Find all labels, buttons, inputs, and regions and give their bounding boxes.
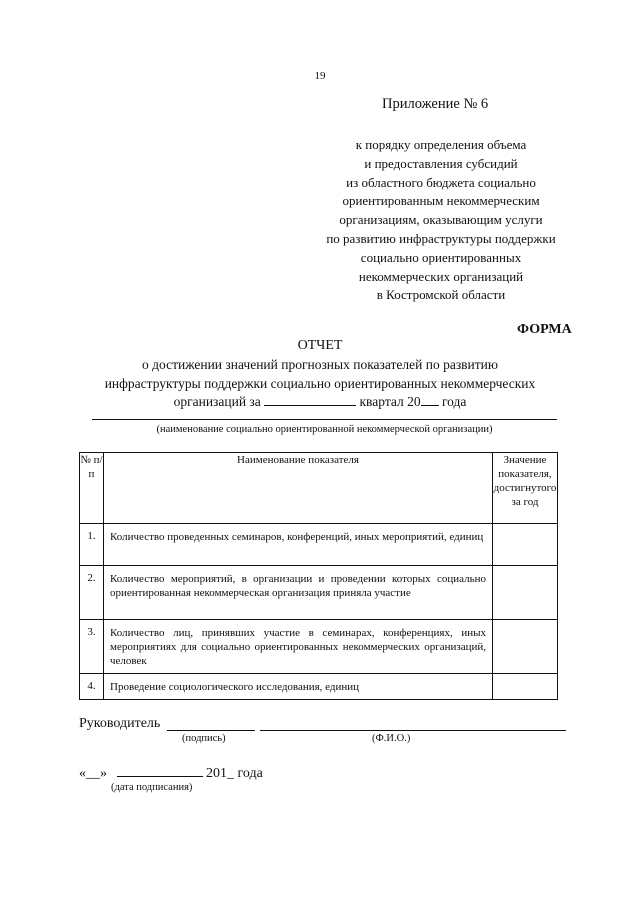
row-num: 4. — [80, 674, 104, 700]
intro-line: в Костромской области — [376, 287, 506, 303]
indicators-table — [79, 452, 558, 700]
report-title: ОТЧЕТ — [297, 338, 343, 353]
row-value-cell[interactable] — [493, 674, 558, 700]
row-value-cell[interactable] — [493, 566, 558, 620]
intro-line: из областного бюджета социально — [346, 174, 536, 190]
appendix-description — [296, 136, 586, 305]
fio-line[interactable] — [260, 730, 566, 731]
organization-caption: (наименование социально ориентированной некоммерческой организации) — [156, 424, 493, 435]
subtitle-line: о достижении значений прогнозных показателей по развитию — [142, 357, 498, 372]
row-name: Количество мероприятий, в организации и проведении которых социально ориентированная некоммерческая организация приняла участие — [104, 566, 493, 620]
table-row — [80, 524, 558, 566]
form-label: ФОРМА — [517, 322, 572, 337]
row-num: 3. — [80, 620, 104, 674]
table-row — [80, 620, 558, 674]
table-row — [80, 674, 558, 700]
intro-line: по развитию инфраструктуры поддержки — [326, 230, 556, 246]
signature-line[interactable] — [167, 730, 255, 731]
signature-caption: (подпись) — [182, 733, 226, 744]
intro-line: социально ориентированных — [360, 249, 522, 265]
intro-line: к порядку определения объема — [355, 137, 527, 152]
row-name: Количество проведенных семинаров, конференций, иных мероприятий, единиц — [104, 524, 493, 566]
table-row — [80, 566, 558, 620]
year-blank[interactable] — [421, 393, 439, 406]
row-name: Количество лиц, принявших участие в семинарах, конференциях, иных мероприятиях для социально ориентированных некоммерческих организаций, человек — [104, 620, 493, 674]
intro-line: и предоставления субсидий — [364, 155, 518, 171]
header-num: № п/п — [80, 453, 104, 524]
year-text: 201_ года — [206, 766, 263, 781]
subtitle-suffix: года — [441, 394, 467, 409]
subtitle-middle: квартал 20 — [359, 394, 421, 409]
signing-date — [79, 764, 263, 782]
row-name: Проведение социологического исследования, единиц — [104, 674, 493, 700]
subtitle-prefix: организаций за — [173, 394, 261, 409]
organization-name-line[interactable] — [92, 419, 557, 420]
intro-line: ориентированным некоммерческим — [342, 193, 540, 209]
page-number: 19 — [314, 70, 326, 82]
fio-caption: (Ф.И.О.) — [372, 733, 411, 744]
table-header-row — [80, 453, 558, 524]
header-value: Значение показателя, достигнутого за год — [493, 453, 558, 524]
appendix-title: Приложение № 6 — [382, 96, 489, 112]
intro-line: некоммерческих организаций — [358, 268, 524, 284]
subtitle-line: инфраструктуры поддержки социально ориентированных некоммерческих — [104, 375, 536, 391]
header-name: Наименование показателя — [104, 453, 493, 524]
quarter-blank[interactable] — [264, 393, 356, 406]
signature-label: Руководитель — [79, 716, 161, 731]
row-num: 1. — [80, 524, 104, 566]
row-num: 2. — [80, 566, 104, 620]
intro-line: организациям, оказывающим услуги — [339, 212, 543, 228]
row-value-cell[interactable] — [493, 620, 558, 674]
date-caption: (дата подписания) — [111, 782, 193, 793]
month-blank[interactable] — [117, 764, 203, 777]
row-value-cell[interactable] — [493, 524, 558, 566]
subtitle-line-period — [80, 393, 560, 412]
report-subtitle — [80, 356, 560, 412]
day-blank[interactable]: «__» — [79, 766, 107, 781]
